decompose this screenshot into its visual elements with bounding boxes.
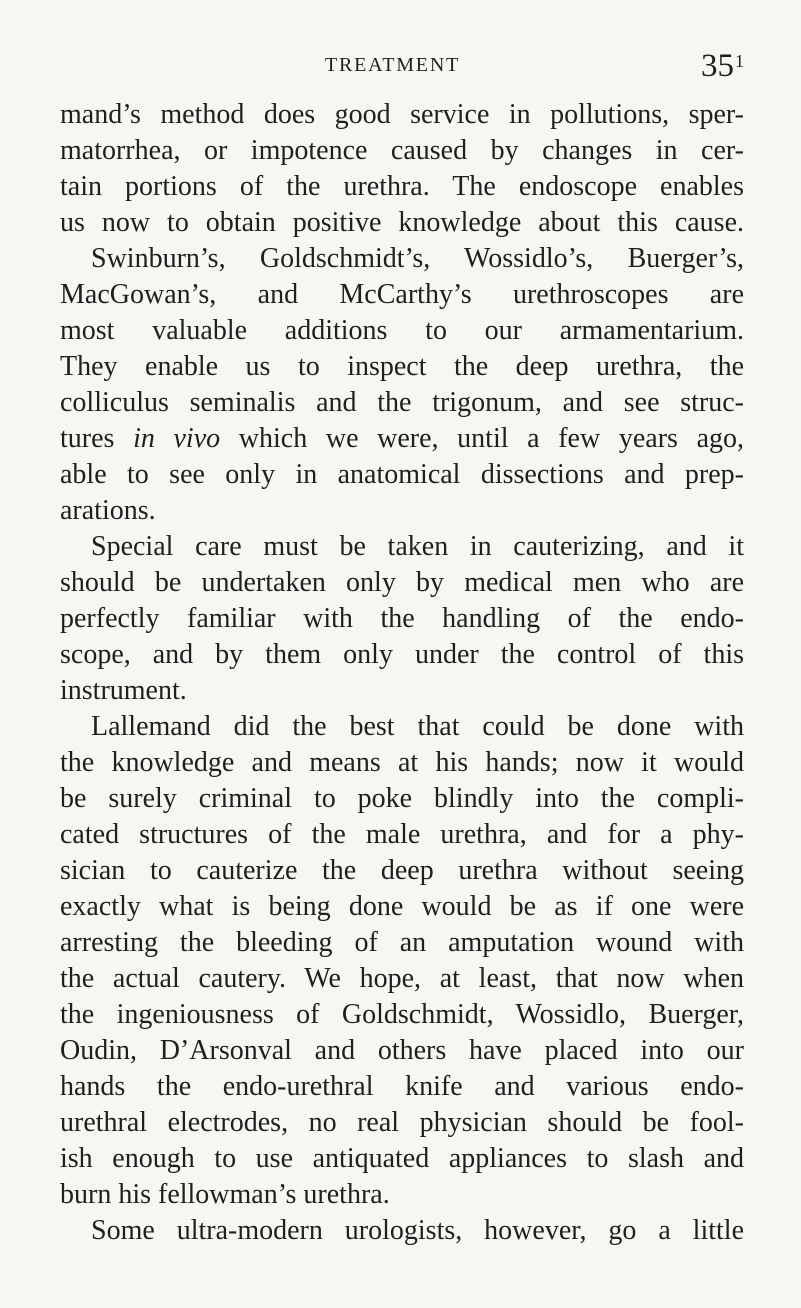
text-line: mand’s method does good service in pollutions, sper- xyxy=(60,99,744,130)
text-line: Oudin, D’Arsonval and others have placed into our xyxy=(60,1035,744,1066)
text-line: sician to cauterize the deep urethra without seeing xyxy=(60,855,744,886)
text-line: the knowledge and means at his hands; now it would xyxy=(60,747,744,778)
text-line: should be undertaken only by medical men who are xyxy=(60,567,744,598)
page-number-superscript: 1 xyxy=(735,51,744,71)
text-line: hands the endo-urethral knife and various endo- xyxy=(60,1071,744,1102)
text-line: ish enough to use antiquated appliances to slash and xyxy=(60,1143,744,1174)
page-number xyxy=(701,48,744,85)
running-head xyxy=(60,50,744,88)
text-line: matorrhea, or impotence caused by changes in cer- xyxy=(60,135,744,166)
text-line: able to see only in anatomical dissections and prep- xyxy=(60,459,744,490)
text-line: be surely criminal to poke blindly into the compli- xyxy=(60,783,744,814)
text-line: Swinburn’s, Goldschmidt’s, Wossidlo’s, Buerger’s, xyxy=(91,243,744,274)
text-line: most valuable additions to our armamentarium. xyxy=(60,315,744,346)
text-line: the actual cautery. We hope, at least, that now when xyxy=(60,963,744,994)
text-line: colliculus seminalis and the trigonum, and see struc- xyxy=(60,387,744,418)
text-line: arations. xyxy=(60,495,156,526)
text-line: Special care must be taken in cauterizing, and it xyxy=(91,531,744,562)
body-text xyxy=(60,97,744,1249)
text-line: tain portions of the urethra. The endoscope enables xyxy=(60,171,744,202)
text-line: exactly what is being done would be as if one were xyxy=(60,891,744,922)
chapter-running-title: TREATMENT xyxy=(325,54,461,76)
latin-phrase: in vivo xyxy=(133,423,221,454)
text-line: They enable us to inspect the deep urethra, the xyxy=(60,351,744,382)
text-line: us now to obtain positive knowledge about this cause. xyxy=(60,207,744,238)
line-prefix: tures xyxy=(60,423,134,454)
text-line: arresting the bleeding of an amputation wound with xyxy=(60,927,744,958)
text-line: scope, and by them only under the control of this xyxy=(60,639,744,670)
text-line: Some ultra-modern urologists, however, go a little xyxy=(91,1215,744,1246)
text-line-with-italic xyxy=(60,421,744,457)
text-line: the ingeniousness of Goldschmidt, Wossidlo, Buerger, xyxy=(60,999,744,1030)
text-line: cated structures of the male urethra, and for a phy- xyxy=(60,819,744,850)
text-line: perfectly familiar with the handling of the endo- xyxy=(60,603,744,634)
text-line: urethral electrodes, no real physician should be fool- xyxy=(60,1107,744,1138)
line-suffix: which we were, until a few years ago, xyxy=(220,423,744,454)
text-line: burn his fellowman’s urethra. xyxy=(60,1179,390,1210)
text-line: Lallemand did the best that could be done with xyxy=(91,711,744,742)
text-line: MacGowan’s, and McCarthy’s urethroscopes are xyxy=(60,279,744,310)
page-number-main: 35 xyxy=(701,48,734,84)
text-line: instrument. xyxy=(60,675,187,706)
